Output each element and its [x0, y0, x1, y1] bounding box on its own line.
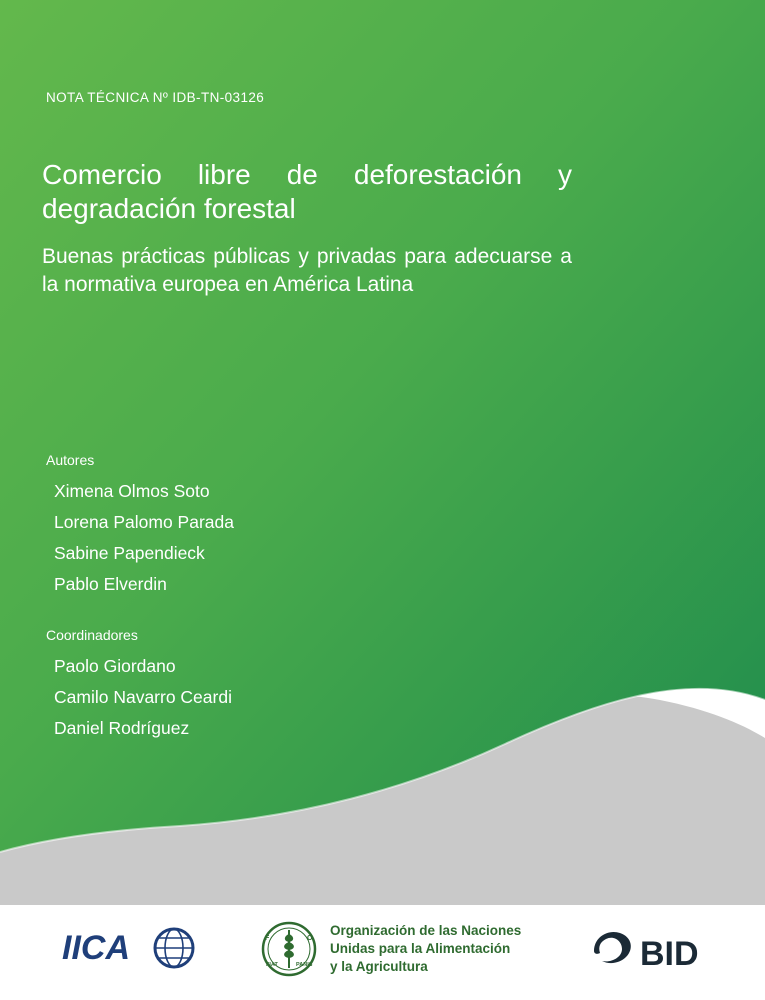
list-item: Sabine Papendieck — [54, 543, 205, 564]
coordinators-heading: Coordinadores — [46, 626, 138, 643]
list-item: Daniel Rodríguez — [54, 717, 190, 738]
coordinators-list — [46, 651, 526, 744]
svg-text:FIAT: FIAT — [266, 962, 278, 968]
page-subtitle: Buenas prácticas públicas y privadas para adecuarse a la normativa europea en América Latina — [42, 245, 572, 296]
authors-list — [46, 476, 526, 601]
svg-text:PANIS: PANIS — [296, 962, 313, 968]
list-item: Pablo Elverdin — [54, 574, 167, 595]
credits — [46, 452, 526, 744]
authors-block — [46, 452, 526, 601]
list-item: Ximena Olmos Soto — [54, 481, 210, 501]
fao-logo — [258, 918, 533, 980]
fao-name-line-3: y la Agricultura — [330, 959, 428, 975]
fao-name-line-2: Unidas para la Alimentación — [330, 940, 511, 956]
list-item: Paolo Giordano — [54, 655, 176, 676]
list-item: Lorena Palomo Parada — [54, 512, 234, 533]
svg-text:F: F — [265, 935, 270, 942]
svg-text:IICA: IICA — [62, 929, 130, 967]
bid-wordmark: BID — [640, 935, 699, 973]
iica-logo — [62, 925, 202, 975]
list-item: Camilo Navarro Ceardi — [54, 686, 232, 707]
footer-logos — [0, 905, 765, 1000]
fao-name — [330, 922, 521, 977]
fao-emblem-icon — [258, 920, 320, 978]
svg-text:O: O — [307, 935, 313, 942]
authors-heading: Autores — [46, 452, 95, 468]
page-title: Comercio libre de deforestación y degradación forestal — [42, 159, 572, 225]
fao-name-line-1: Organización de las Naciones — [330, 922, 522, 938]
technical-note-number: NOTA TÉCNICA Nº IDB-TN-03126 — [46, 90, 265, 105]
coordinators-block — [46, 627, 526, 744]
bid-logo — [590, 927, 725, 975]
